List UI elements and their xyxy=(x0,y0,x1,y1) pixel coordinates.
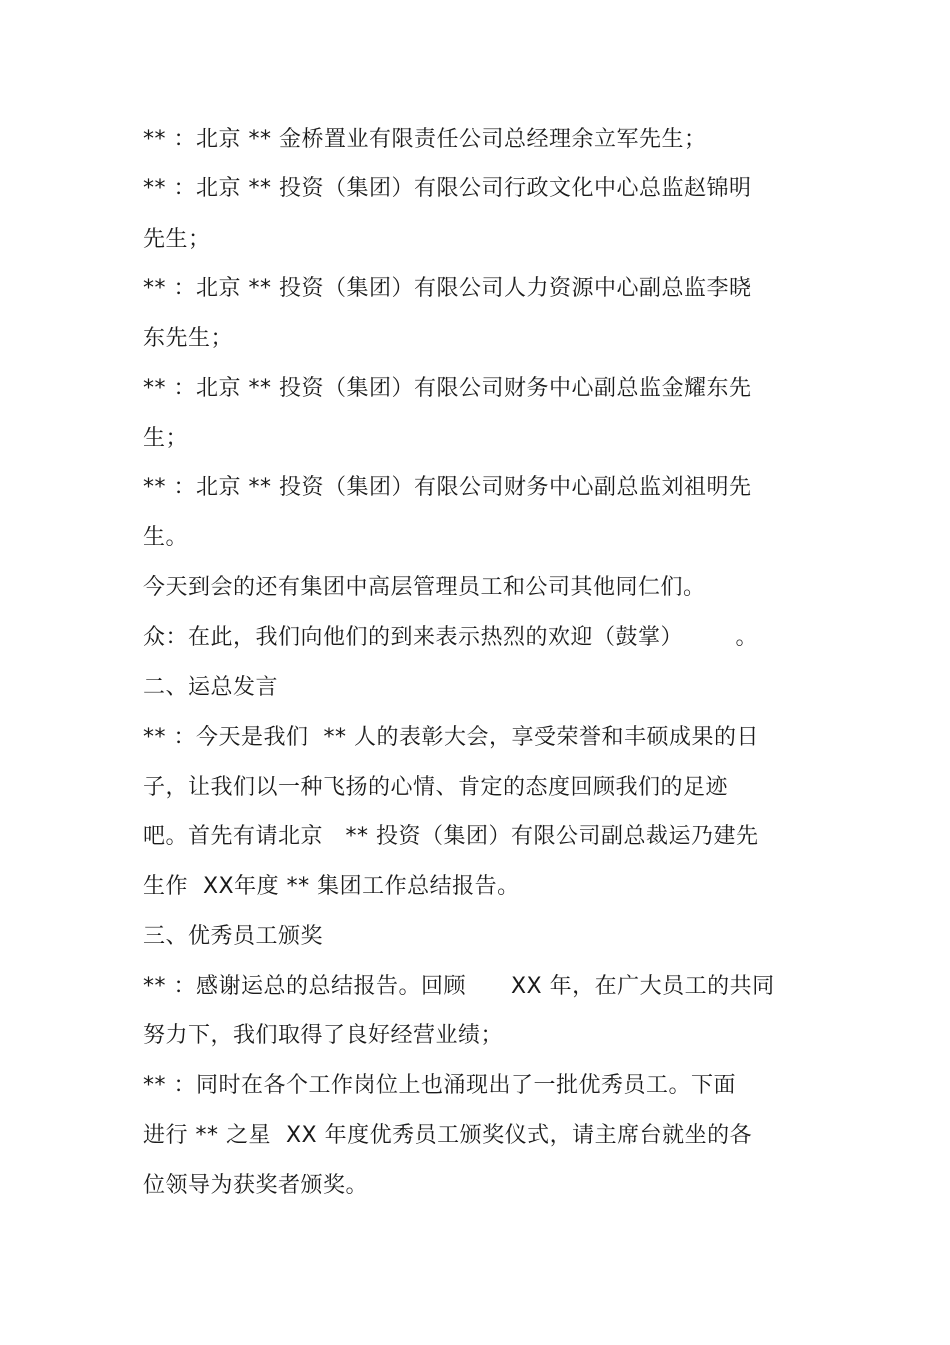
text-line: 众：在此，我们向他们的到来表示热烈的欢迎（鼓掌） 。 xyxy=(143,625,758,650)
text-line: 先生； xyxy=(143,227,211,252)
text-line: 吧。首先有请北京 ** 投资（集团）有限公司副总裁运乃建先 xyxy=(143,824,759,849)
section-heading: 三、优秀员工颁奖 xyxy=(143,924,324,949)
text-line: ** ：同时在各个工作岗位上也涌现出了一批优秀员工。下面 xyxy=(143,1073,736,1098)
text-line: 生。 xyxy=(143,525,189,550)
text-line: ** ：北京 ** 投资（集团）有限公司行政文化中心总监赵锦明 xyxy=(143,176,752,201)
text-line: 努力下，我们取得了良好经营业绩； xyxy=(143,1023,504,1048)
text-line: ** ：感谢运总的总结报告。回顾 XX 年，在广大员工的共同 xyxy=(143,974,775,999)
text-line: ** ：北京 ** 金桥置业有限责任公司总经理余立军先生； xyxy=(143,127,707,152)
text-line: 进行 ** 之星 XX 年度优秀员工颁奖仪式，请主席台就坐的各 xyxy=(143,1123,753,1148)
text-line: 东先生； xyxy=(143,326,234,351)
text-line: ** ：今天是我们 ** 人的表彰大会，享受荣誉和丰硕成果的日 xyxy=(143,725,759,750)
section-heading: 二、运总发言 xyxy=(143,675,279,700)
text-line: 子，让我们以一种飞扬的心情、肯定的态度回顾我们的足迹 xyxy=(143,775,729,800)
text-line: ** ：北京 ** 投资（集团）有限公司财务中心副总监金耀东先 xyxy=(143,376,752,401)
text-line: 今天到会的还有集团中高层管理员工和公司其他同仁们。 xyxy=(143,575,706,600)
text-line: 生； xyxy=(143,426,189,451)
text-line: ** ：北京 ** 投资（集团）有限公司人力资源中心副总监李晓 xyxy=(143,276,752,301)
text-line: 位领导为获奖者颁奖。 xyxy=(143,1173,369,1198)
text-line: 生作 XX年度 ** 集团工作总结报告。 xyxy=(143,874,520,899)
text-line: ** ：北京 ** 投资（集团）有限公司财务中心副总监刘祖明先 xyxy=(143,475,752,500)
